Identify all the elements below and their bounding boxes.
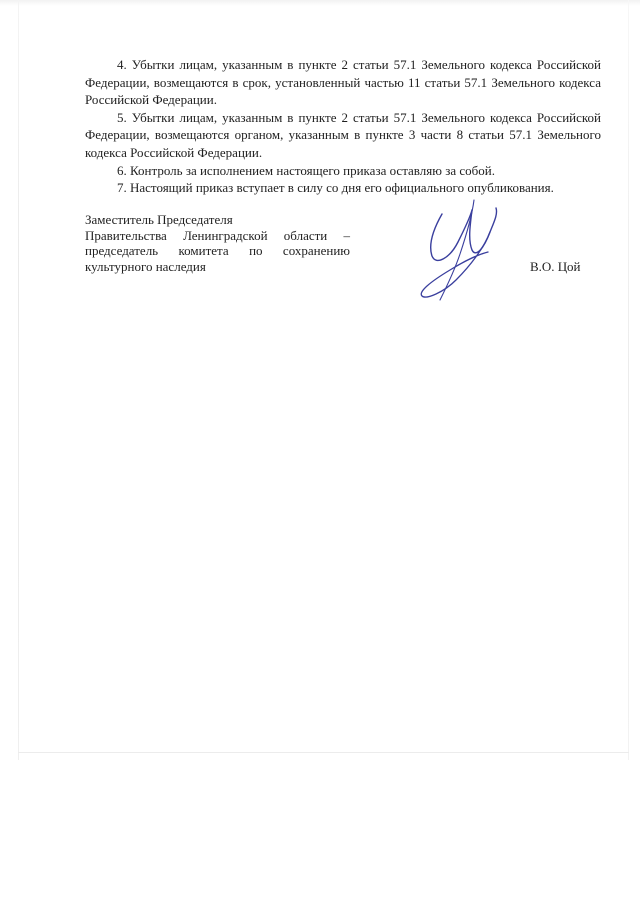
signatory-name: В.О. Цой xyxy=(530,259,581,274)
handwritten-signature xyxy=(410,196,515,306)
signatory-title-line: культурного наследия xyxy=(85,258,206,274)
signatory-title-line: председатель комитета по сохранению xyxy=(85,243,350,259)
paragraph-6: 6. Контроль за исполнением настоящего приказа оставляю за собой. xyxy=(117,162,495,178)
signatory-title xyxy=(85,212,350,274)
order-body xyxy=(85,56,601,197)
signatory-title-line: Заместитель Председателя xyxy=(85,212,233,227)
scan-edge-left xyxy=(18,0,19,760)
paragraph-4: 4. Убытки лицам, указанным в пункте 2 статьи 57.1 Земельного кодекса Российской Федерации, возмещаются в срок, установленный частью 11 статьи 57.1 Земельного кодекса Российской Федерации. xyxy=(85,57,601,108)
paragraph-5: 5. Убытки лицам, указанным в пункте 2 статьи 57.1 Земельного кодекса Российской Федерации, возмещаются органом, указанным в пункте 3 части 8 статьи 57.1 Земельного кодекса Российской Федерации. xyxy=(85,109,601,160)
scan-edge-bottom xyxy=(18,752,629,753)
paragraph-7: 7. Настоящий приказ вступает в силу со дня его официального опубликования. xyxy=(117,180,554,196)
signatory-title-line: Правительства Ленинградской области – xyxy=(85,227,350,243)
scan-edge-top xyxy=(0,0,640,6)
scan-edge-right xyxy=(628,0,629,760)
